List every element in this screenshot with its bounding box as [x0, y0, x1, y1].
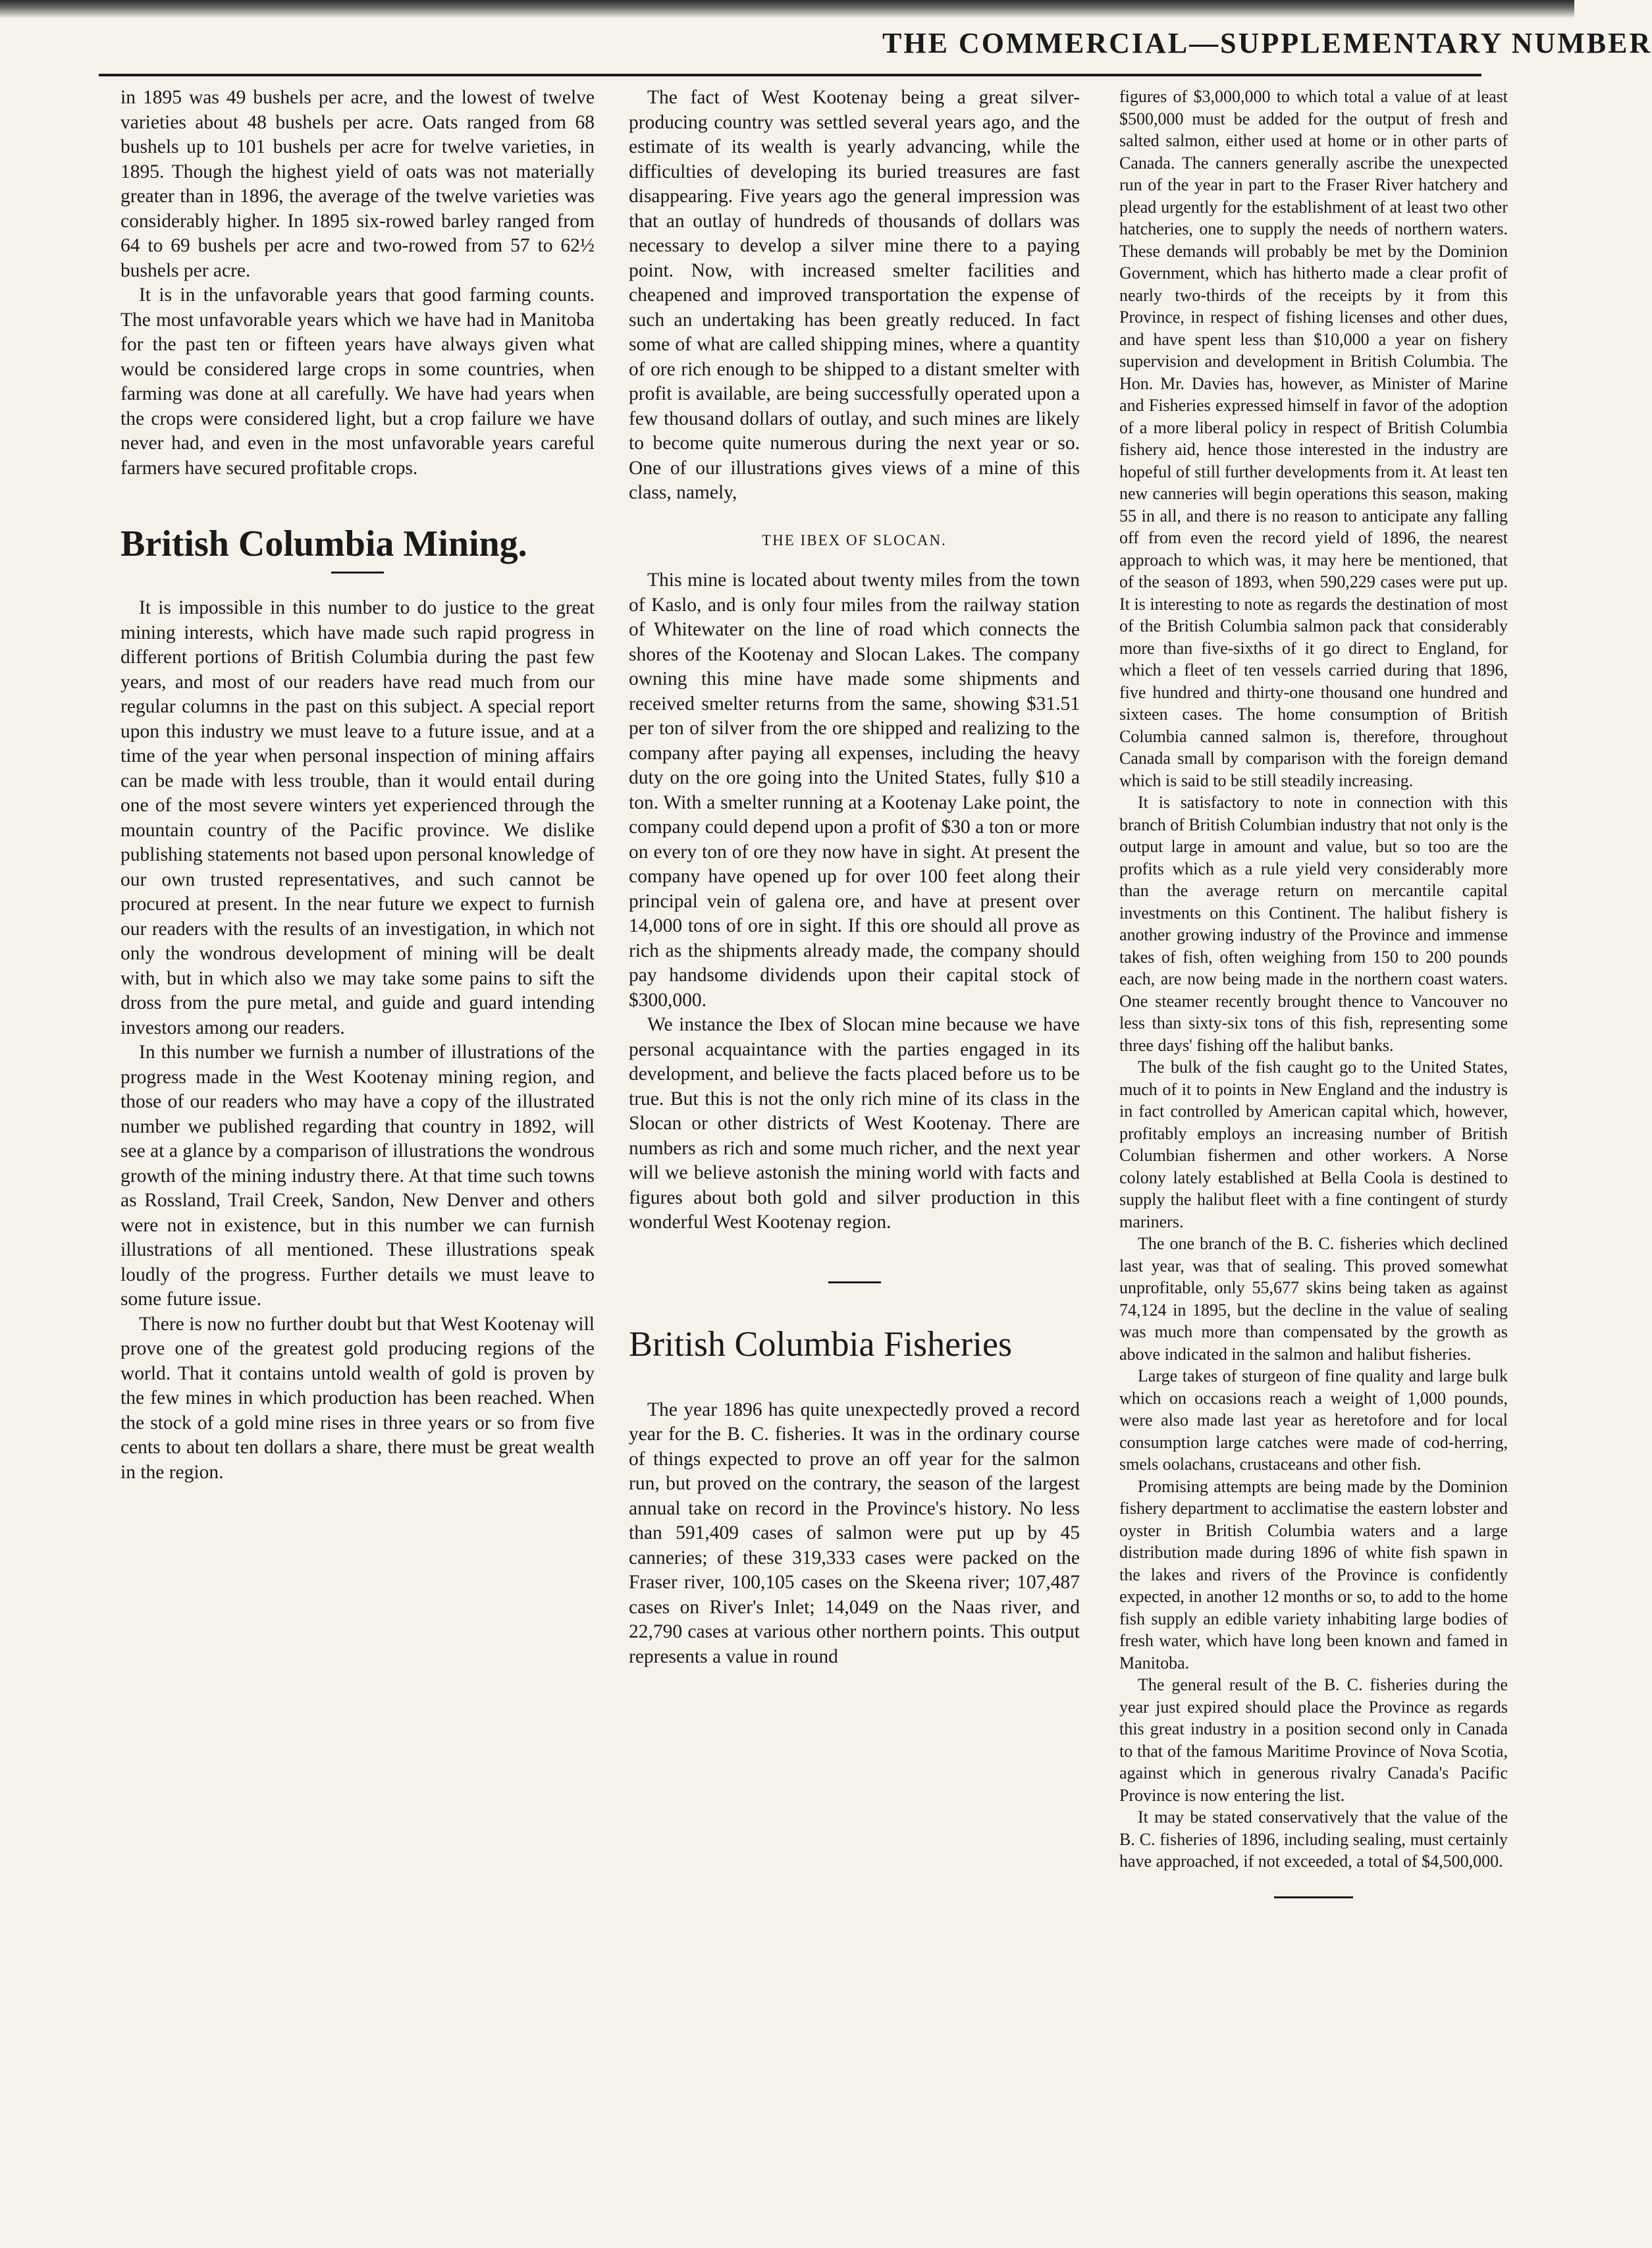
paragraph-fisheries-sturgeon: Large takes of sturgeon of fine quality and large bulk which on occasions reach a weight of 1,000 pounds, were also made last year as heretofore and for local consumption large catches were made of cod-herring, smels oolachans, crustaceans and other fish. [1119, 1366, 1508, 1474]
paragraph-fisheries-lobster: Promising attempts are being made by the Dominion fishery department to acclimatise the eastern lobster and oyster in British Columbia waters and a large distribution made during 1896 of white fish spawn in the lakes and rivers of the Province is confidently expected, in another 12 months or so, to add to the home fish supply an edible variety inhabiting large bodies of fresh water, which have long been known and famed in Manitoba. [1119, 1476, 1508, 1673]
paragraph-mining-gold: There is now no further doubt but that West Kootenay will prove one of the greatest gold producing regions of the world. That it contains untold wealth of gold is proven by the few mines in which production has been reached. When the stock of a gold mine rises in three years or so from five cents to about ten dollars a share, there must be great wealth in the region. [120, 1313, 595, 1483]
end-rule [1274, 1896, 1353, 1898]
paragraph-ibex-location: This mine is located about twenty miles from the town of Kaslo, and is only four miles from the railway station of Whitewater on the line of road which connects the shores of the Kootenay and Slocan Lakes. The company owning this mine have made some shipments and received smelter returns from the same, showing $31.51 per ton of silver from the ore shipped and realizing to the company after paying all expenses, including the heavy duty on the ore going into the United States, fully $10 a ton. With a smelter running at a Kootenay Lake point, the company could depend upon a profit of $30 a ton or more on every ton of ore they now have in sight. At present the company have opened up for over 100 feet along their principal vein of galena ore, and have at present over 14,000 tons of ore in sight. If this ore should all prove as rich as the shipments already made, the company should pay handsome dividends upon their capital stock of $300,000. [629, 570, 1080, 1011]
running-head: THE COMMERCIAL—SUPPLEMENTARY NUMBER [882, 27, 1652, 59]
section-rule [331, 572, 384, 574]
paragraph-mining-illustrations: In this number we furnish a number of illustrations of the progress made in the West Kootenay mining region, and those of our readers who may have a copy of the illustrated number we published regarding that country in 1892, will see at a glance by a comparison of illustrations the wondrous growth of the mining industry there. At that time such towns as Rossland, Trail Creek, Sandon, New Denver and others were not in existence, but in this number we can furnish illustrations of all mentioned. These illustrations speak loudly of the progress. Further details we must leave to some future issue. [120, 1042, 595, 1310]
paragraph-unfavorable-years: It is in the unfavorable years that good farming counts. The most unfavorable years which we have had in Manitoba for the past ten or fifteen years have always given what would be considered large crops in some countries, when farming was done at all carefully. We have had years when the crops were considered light, but a crop failure we have never had, and even in the most unfavorable years careful farmers have secured profitable crops. [120, 284, 595, 479]
heading-bc-fisheries: British Columbia Fisheries [629, 1324, 1013, 1364]
paragraph-fisheries-halibut: The bulk of the fish caught go to the United States, much of it to points in New England and the industry is in fact controlled by American capital which, however, profitably employs an increasing number of British Columbian fishermen and other workers. A Norse colony lately established at Bella Coola is destined to supply the halibut fleet with a fine contingent of sturdy mariners. [1119, 1057, 1508, 1231]
heading-bc-mining: British Columbia Mining. [120, 523, 527, 564]
paragraph-fisheries-record-year: The year 1896 has quite unexpectedly proved a record year for the B. C. fisheries. It was in the ordinary course of things expected to prove an off year for the salmon run, but proved on the contrary, the season of the largest annual take on record in the Province's history. No less than 591,409 cases of salmon were put up by 45 canneries; of these 319,333 cases were packed on the Fraser river, 100,105 cases on the Skeena river; 107,487 cases on River's Inlet; 14,049 on the Naas river, and 22,790 cases at various other northern points. This output represents a value in round [629, 1399, 1080, 1667]
header-rule [99, 74, 1481, 76]
scan-edge [0, 0, 1574, 18]
subheading-ibex-of-slocan: THE IBEX OF SLOCAN. [762, 531, 947, 549]
column-1 [120, 86, 595, 2094]
column-2 [629, 86, 1080, 2094]
paragraph-ibex-instance: We instance the Ibex of Slocan mine because we have personal acquaintance with the parties engaged in its development, and believe the facts placed before us to be true. But this is not the only rich mine of its class in the Slocan or other districts of West Kootenay. There are numbers as rich and some much richer, and the next year will we believe astonish the mining world with facts and figures about both gold and silver production in this wonderful West Kootenay region. [629, 1014, 1080, 1233]
paragraph-fisheries-result: The general result of the B. C. fisheries during the year just expired should place the Province as regards this great industry in a position second only in Canada to that of the famous Maritime Province of Nova Scotia, against which in generous rivalry Canada's Pacific Province is now entering the list. [1119, 1675, 1508, 1805]
section-rule [828, 1281, 881, 1283]
paragraph-fisheries-value: figures of $3,000,000 to which total a value of at least $500,000 must be added for the output of fresh and salted salmon, either used at home or in other parts of Canada. The canners generally ascribe the unexpected run of the year in part to the Fraser River hatchery and plead urgently for the establishment of at least two other hatcheries, one to supply the needs of northern waters. These demands will probably be met by the Dominion Government, which has hitherto made a clear profit of nearly two-thirds of the receipts by it from this Province, in respect of fishing licenses and other dues, and have spent less than $10,000 a year on fishery supervision and development in British Columbia. The Hon. Mr. Davies has, however, as Minister of Marine and Fisheries expressed himself in favor of the adoption of a more liberal policy in respect of British Columbia fishery aid, hence those interested in the industry are hopeful of still further developments from it. At least ten new canneries will begin operations this season, making 55 in all, and there is no reason to anticipate any falling off from even the record yield of 1896, the nearest approach to which was, it may here be mentioned, that of the season of 1893, when 590,229 cases were put up. It is interesting to note as regards the destination of most of the British Columbia salmon pack that considerably more than five-sixths of it go direct to England, for which a fleet of ten vessels carried during that 1896, five hundred and thirty-one thousand one hundred and sixteen cases. The home consumption of British Columbia canned salmon is, therefore, throughout Canada small by comparison with the foreign demand which is said to be still steadily increasing. [1119, 87, 1508, 790]
paragraph-west-kootenay: The fact of West Kootenay being a great silver-producing country was settled several years ago, and the estimate of its wealth is yearly advancing, while the difficulties of developing its buried treasures are fast disappearing. Five years ago the general impression was that an outlay of hundreds of thousands of dollars was necessary to develop a silver mine there to a paying point. Now, with increased smelter facilities and cheapened and improved transportation the expense of such an undertaking has been greatly reduced. In fact some of what are called shipping mines, where a quantity of ore rich enough to be shipped to a distant smelter with profit is available, are being successfully operated upon a few thousand dollars of outlay, and such mines are likely to become quite numerous during the next year or so. One of our illustrations gives views of a mine of this class, namely, [629, 87, 1080, 503]
paragraph-fisheries-total: It may be stated conservatively that the value of the B. C. fisheries of 1896, including sealing, must certainly have approached, if not exceeded, a total of $4,500,000. [1119, 1807, 1508, 1871]
paragraph-mining-intro: It is impossible in this number to do justice to the great mining interests, which have made such rapid progress in different portions of British Columbia during the past few years, and most of our readers have read much from our regular columns in the past on this subject. A special report upon this industry we must leave to a future issue, and at a time of the year when personal inspection of mining affairs can be made with less trouble, than it would entail during one of the most severe winters yet experienced through the mountain country of the Pacific province. We dislike publishing statements not based upon personal knowledge of our own trusted representatives, and such cannot be procured at present. In the near future we expect to furnish our readers with the results of an investigation, in which not only the wondrous development of mining will be dealt with, but in which also we may take some pains to sift the dross from the pure metal, and guide and guard intending investors among our readers. [120, 597, 595, 1038]
paragraph-fisheries-profits: It is satisfactory to note in connection with this branch of British Columbian industry that not only is the output large in amount and value, but so too are the profits which as a rule yield very considerably more than the average return on mercantile capital investments on this Continent. The halibut fishery is another growing industry of the Province and immense takes of fish, often weighing from 150 to 200 pounds each, are now being made in the northern coast waters. One steamer recently brought thence to Vancouver no less than sixty-six tons of this fish, representing some three days' fishing off the halibut banks. [1119, 793, 1508, 1055]
paragraph-fisheries-sealing: The one branch of the B. C. fisheries which declined last year, was that of sealing. This proved somewhat unprofitable, only 55,677 skins being taken as against 74,124 in 1895, but the decline in the value of sealing was much more than compensated by the growth as above indicated in the salmon and halibut fisheries. [1119, 1234, 1508, 1364]
paragraph-crop-yields: in 1895 was 49 bushels per acre, and the lowest of twelve varieties about 48 bushels per acre. Oats ranged from 68 bushels up to 101 bushels per acre for twelve varieties, in 1895. Though the highest yield of oats was not materially greater than in 1896, the average of the twelve varieties was considerably higher. In 1895 six-rowed barley ranged from 64 to 69 bushels per acre and two-rowed from 57 to 62½ bushels per acre. [120, 87, 595, 281]
column-3 [1119, 86, 1508, 2114]
